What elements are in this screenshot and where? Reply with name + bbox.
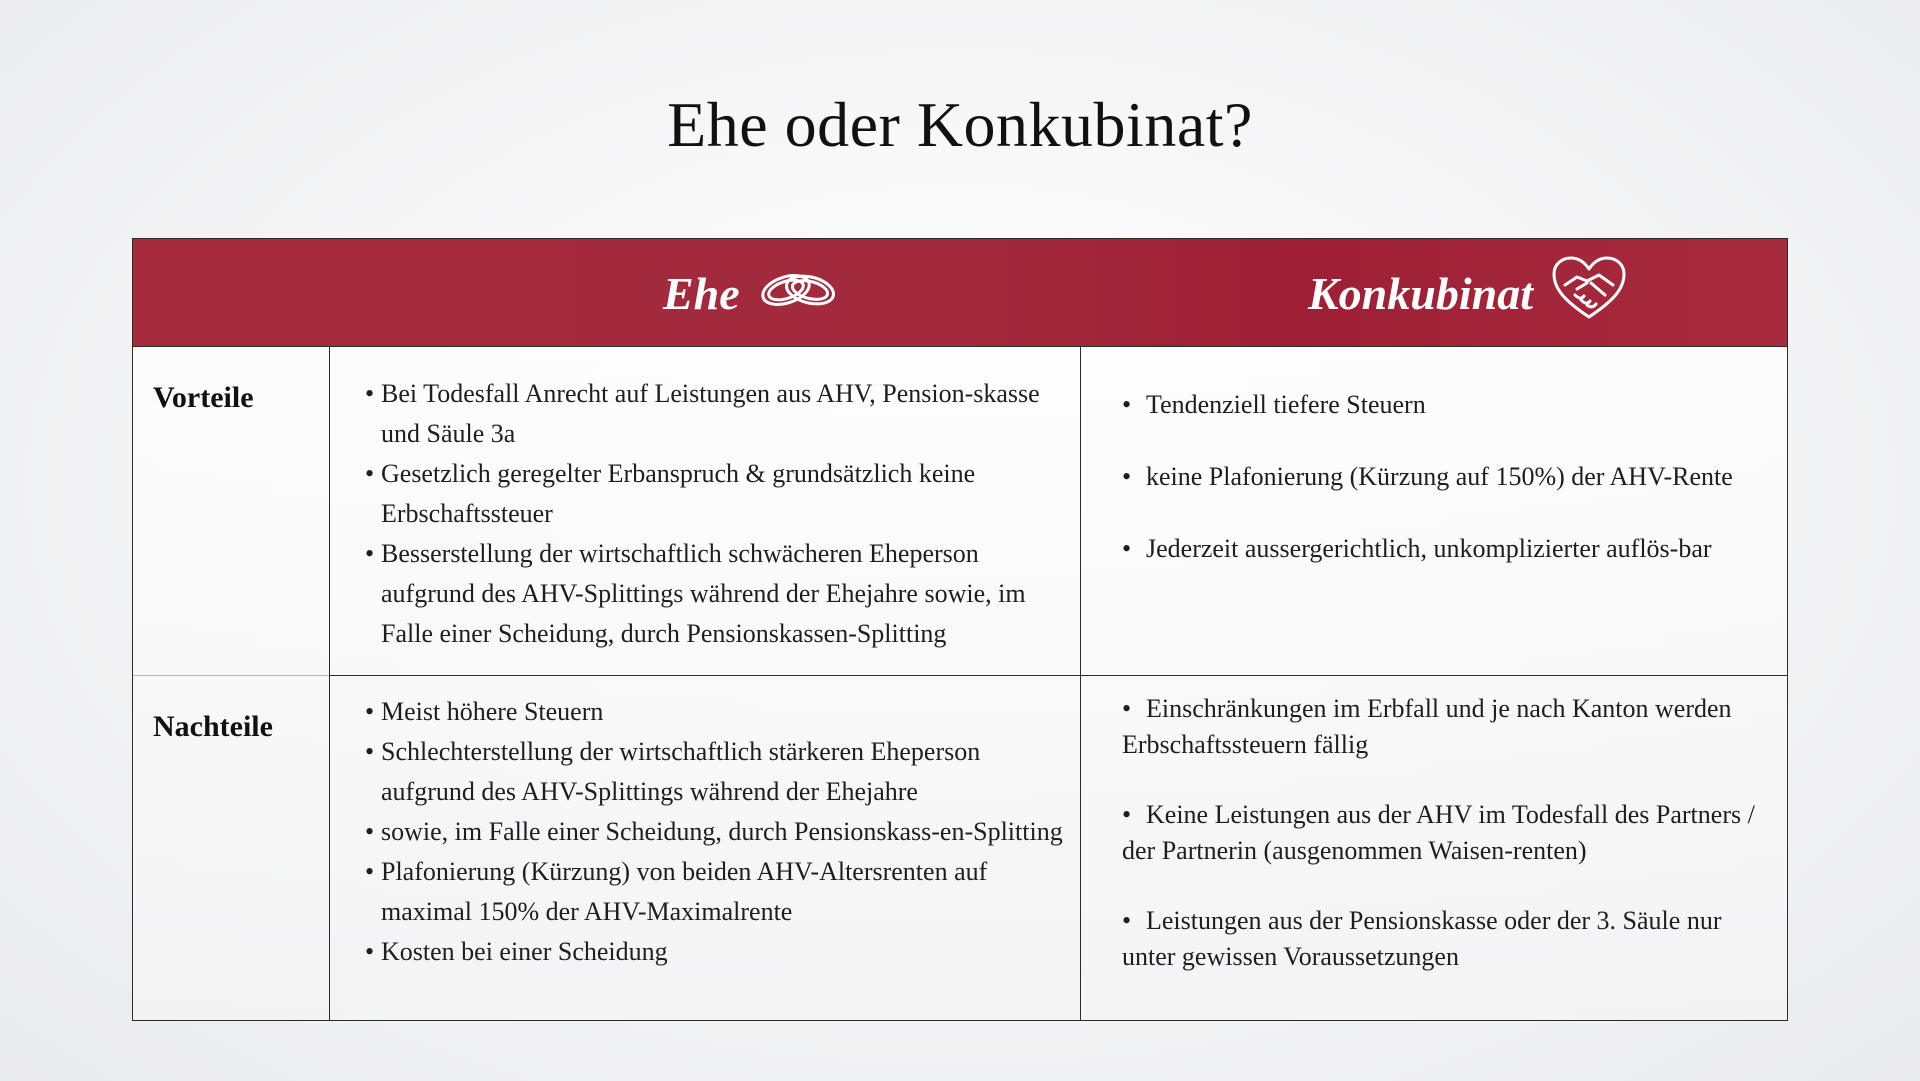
column-header-konkubinat (1308, 239, 1627, 347)
list-item: • Plafonierung (Kürzung) von beiden AHV-Altersrenten auf maximal 150% der AHV-Maximalrente (367, 852, 1067, 932)
list-item: • Leistungen aus der Pensionskasse oder der 3. Säule nur unter gewissen Voraussetzungen (1122, 903, 1762, 975)
list-item: • Einschränkungen im Erbfall und je nach Kanton werden Erbschaftssteuern fällig (1122, 691, 1762, 763)
heart-handshake-icon (1551, 255, 1627, 332)
column-header-ehe-label: Ehe (663, 267, 740, 319)
list-item: • Keine Leistungen aus der AHV im Todesfall des Partners / der Partnerin (ausgenommen Waisen-renten) (1122, 797, 1762, 869)
list-item: • Besserstellung der wirtschaftlich schwächeren Eheperson aufgrund des AHV-Splittings während der Ehejahre sowie, im Falle einer Scheidung, durch Pensionskassen-Splitting (367, 534, 1067, 654)
list-item: • Bei Todesfall Anrecht auf Leistungen aus AHV, Pension-skasse und Säule 3a (367, 374, 1067, 454)
wedding-rings-icon (758, 265, 838, 322)
list-item: • sowie, im Falle einer Scheidung, durch Pensionskass-en-Splitting (367, 812, 1067, 852)
table-header (133, 239, 1787, 347)
list-item: • Schlechterstellung der wirtschaftlich stärkeren Eheperson aufgrund des AHV-Splittings während der Ehejahre (367, 732, 1067, 812)
column-header-ehe (663, 239, 838, 347)
list-item: • Tendenziell tiefere Steuern (1122, 387, 1762, 423)
list-item: • Kosten bei einer Scheidung (367, 932, 1067, 972)
list-item: • Meist höhere Steuern (367, 692, 1067, 732)
page-title: Ehe oder Konkubinat? (667, 89, 1253, 160)
row-divider (133, 675, 1787, 676)
konkubinat-nachteile-list (1122, 691, 1762, 1009)
column-divider-right (1080, 347, 1081, 1020)
column-header-konkubinat-label: Konkubinat (1308, 267, 1533, 319)
column-divider-left (329, 347, 330, 1020)
list-item: • Jederzeit aussergerichtlich, unkomplizierter auflös-bar (1122, 531, 1762, 567)
row-label-vorteile: Vorteile (153, 381, 254, 414)
ehe-vorteile-list (367, 374, 1067, 654)
comparison-table (132, 238, 1788, 1021)
ehe-nachteile-list (367, 692, 1067, 972)
list-item: • Gesetzlich geregelter Erbanspruch & grundsätzlich keine Erbschaftssteuer (367, 454, 1067, 534)
list-item: • keine Plafonierung (Kürzung auf 150%) der AHV-Rente (1122, 459, 1762, 495)
row-label-nachteile: Nachteile (153, 710, 273, 743)
konkubinat-vorteile-list (1122, 387, 1762, 603)
